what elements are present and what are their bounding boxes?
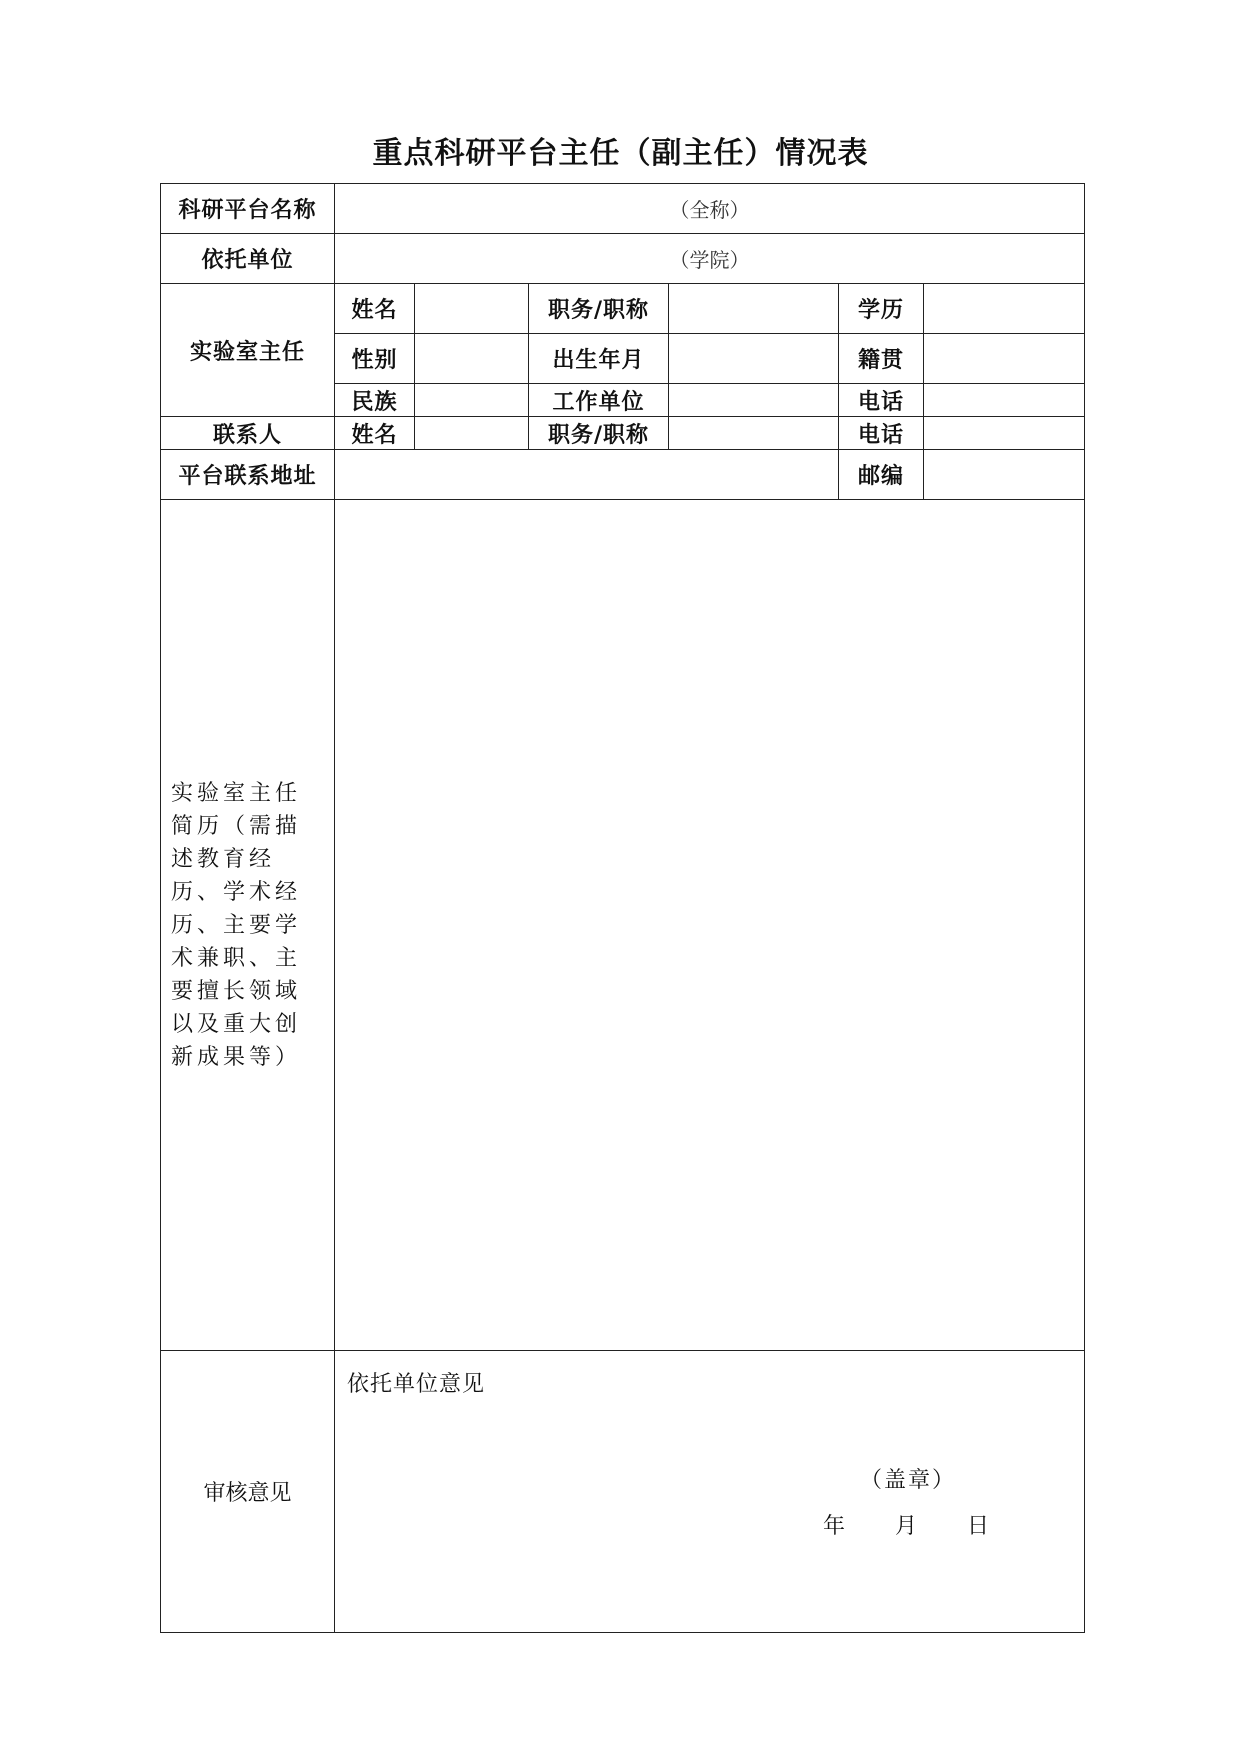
- row-resume: [161, 500, 1085, 1351]
- field-director-name[interactable]: [415, 284, 529, 334]
- label-director-gender: 性别: [335, 334, 415, 384]
- row-address: [161, 450, 1085, 500]
- host-unit-opinion-label: 依托单位意见: [347, 1372, 486, 1397]
- label-host-unit: 依托单位: [161, 234, 335, 284]
- field-director-workplace[interactable]: [669, 384, 839, 417]
- field-director-hometown[interactable]: [924, 334, 1085, 384]
- label-address: 平台联系地址: [161, 450, 335, 500]
- row-director-1: [161, 284, 1085, 334]
- field-review[interactable]: [335, 1351, 1085, 1633]
- field-contact-name[interactable]: [415, 417, 529, 450]
- label-review: 审核意见: [161, 1351, 335, 1633]
- label-resume: 实验室主任简历（需描述教育经历、学术经历、主要学术兼职、主要擅长领域以及重大创新成果等）: [161, 500, 335, 1351]
- row-platform-name: [161, 184, 1085, 234]
- field-postcode[interactable]: [924, 450, 1085, 500]
- field-platform-name[interactable]: （全称）: [335, 184, 1085, 234]
- label-platform-name: 科研平台名称: [161, 184, 335, 234]
- date-line: [823, 1509, 989, 1540]
- info-form-table: [160, 183, 1085, 1633]
- label-contact: 联系人: [161, 417, 335, 450]
- field-director-gender[interactable]: [415, 334, 529, 384]
- year-label: 年: [823, 1514, 846, 1539]
- field-director-title[interactable]: [669, 284, 839, 334]
- field-director-ethnicity[interactable]: [415, 384, 529, 417]
- label-director-hometown: 籍贯: [839, 334, 924, 384]
- seal-label: （盖章）: [860, 1468, 957, 1493]
- label-contact-title: 职务/职称: [529, 417, 669, 450]
- field-host-unit[interactable]: （学院）: [335, 234, 1085, 284]
- field-contact-phone[interactable]: [924, 417, 1085, 450]
- label-contact-phone: 电话: [839, 417, 924, 450]
- label-postcode: 邮编: [839, 450, 924, 500]
- row-host-unit: [161, 234, 1085, 284]
- label-director-name: 姓名: [335, 284, 415, 334]
- field-address[interactable]: [335, 450, 839, 500]
- month-label: 月: [895, 1514, 918, 1539]
- label-director-ethnicity: 民族: [335, 384, 415, 417]
- field-director-phone[interactable]: [924, 384, 1085, 417]
- label-director-workplace: 工作单位: [529, 384, 669, 417]
- label-director-birth: 出生年月: [529, 334, 669, 384]
- label-director: 实验室主任: [161, 284, 335, 417]
- day-label: 日: [967, 1514, 990, 1539]
- label-contact-name: 姓名: [335, 417, 415, 450]
- field-director-education[interactable]: [924, 284, 1085, 334]
- row-contact: [161, 417, 1085, 450]
- field-resume[interactable]: [335, 500, 1085, 1351]
- row-review: [161, 1351, 1085, 1633]
- field-contact-title[interactable]: [669, 417, 839, 450]
- field-director-birth[interactable]: [669, 334, 839, 384]
- label-director-phone: 电话: [839, 384, 924, 417]
- form-title: 重点科研平台主任（副主任）情况表: [372, 136, 869, 171]
- label-director-title: 职务/职称: [529, 284, 669, 334]
- label-director-education: 学历: [839, 284, 924, 334]
